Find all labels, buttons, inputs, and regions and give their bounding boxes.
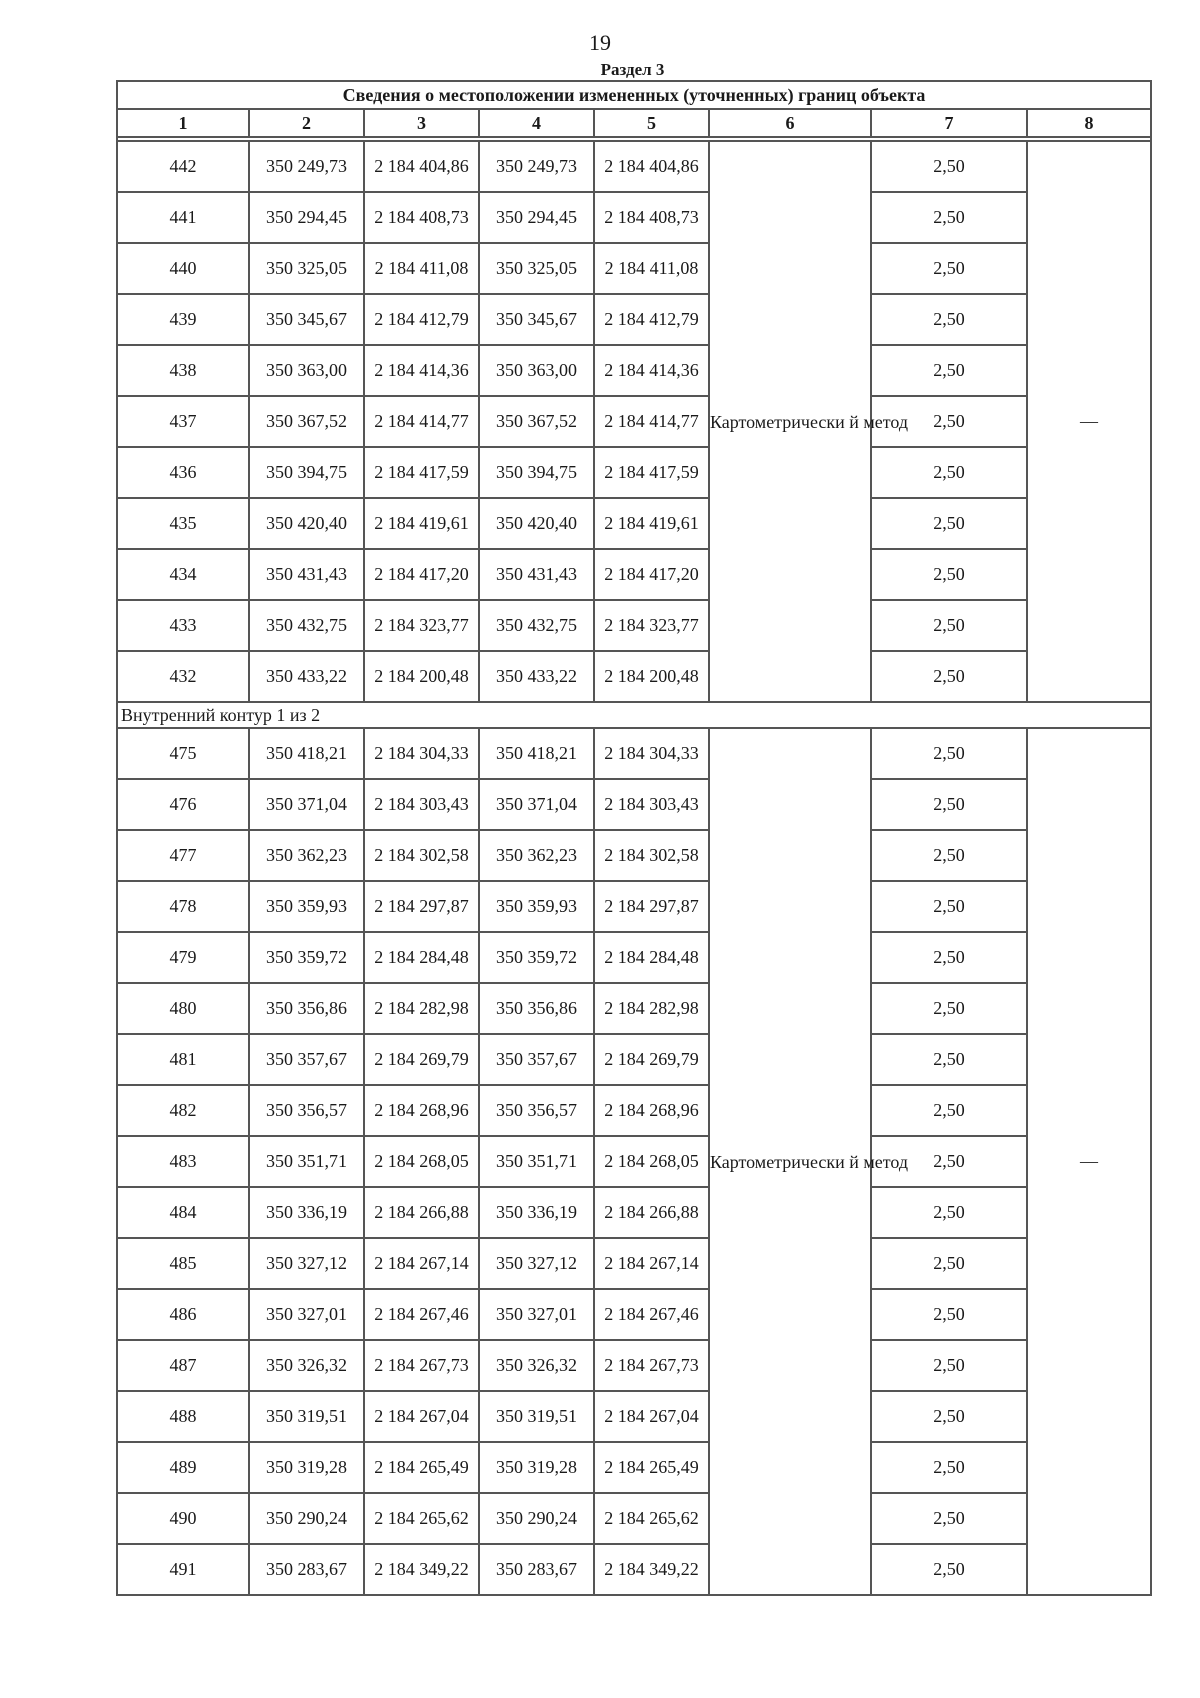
accuracy-value: 2,50 bbox=[871, 932, 1027, 983]
section-title: Раздел 3 bbox=[600, 60, 665, 79]
accuracy-value: 2,50 bbox=[871, 881, 1027, 932]
table-row bbox=[117, 192, 1151, 243]
accuracy-value: 2,50 bbox=[871, 779, 1027, 830]
x-existing: 350 345,67 bbox=[249, 294, 364, 345]
accuracy-value: 2,50 bbox=[871, 1289, 1027, 1340]
y-new: 2 184 282,98 bbox=[594, 983, 709, 1034]
x-new: 350 363,00 bbox=[479, 345, 594, 396]
accuracy-value: 2,50 bbox=[871, 294, 1027, 345]
accuracy-value: 2,50 bbox=[871, 447, 1027, 498]
x-new: 350 359,72 bbox=[479, 932, 594, 983]
point-number: 481 bbox=[117, 1034, 249, 1085]
point-number: 482 bbox=[117, 1085, 249, 1136]
method-cell: Картометрически й метод bbox=[709, 141, 871, 702]
point-number: 441 bbox=[117, 192, 249, 243]
point-number: 433 bbox=[117, 600, 249, 651]
x-new: 350 433,22 bbox=[479, 651, 594, 702]
y-existing: 2 184 414,36 bbox=[364, 345, 479, 396]
method-cell: Картометрически й метод bbox=[709, 728, 871, 1595]
column-number: 7 bbox=[871, 109, 1027, 137]
x-new: 350 325,05 bbox=[479, 243, 594, 294]
x-existing: 350 326,32 bbox=[249, 1340, 364, 1391]
accuracy-value: 2,50 bbox=[871, 1544, 1027, 1595]
y-existing: 2 184 267,14 bbox=[364, 1238, 479, 1289]
y-existing: 2 184 268,96 bbox=[364, 1085, 479, 1136]
table-caption: Сведения о местоположении измененных (уточненных) границ объекта bbox=[117, 81, 1151, 109]
y-new: 2 184 414,77 bbox=[594, 396, 709, 447]
y-new: 2 184 267,04 bbox=[594, 1391, 709, 1442]
table-row bbox=[117, 243, 1151, 294]
x-existing: 350 327,01 bbox=[249, 1289, 364, 1340]
y-new: 2 184 303,43 bbox=[594, 779, 709, 830]
y-new: 2 184 323,77 bbox=[594, 600, 709, 651]
x-existing: 350 432,75 bbox=[249, 600, 364, 651]
x-new: 350 336,19 bbox=[479, 1187, 594, 1238]
accuracy-value: 2,50 bbox=[871, 830, 1027, 881]
x-existing: 350 290,24 bbox=[249, 1493, 364, 1544]
point-number: 440 bbox=[117, 243, 249, 294]
col8-dash: — bbox=[1027, 141, 1151, 702]
x-existing: 350 433,22 bbox=[249, 651, 364, 702]
point-number: 491 bbox=[117, 1544, 249, 1595]
y-existing: 2 184 297,87 bbox=[364, 881, 479, 932]
point-number: 479 bbox=[117, 932, 249, 983]
table-row bbox=[117, 1187, 1151, 1238]
x-new: 350 319,28 bbox=[479, 1442, 594, 1493]
point-number: 485 bbox=[117, 1238, 249, 1289]
y-existing: 2 184 349,22 bbox=[364, 1544, 479, 1595]
accuracy-value: 2,50 bbox=[871, 600, 1027, 651]
accuracy-value: 2,50 bbox=[871, 192, 1027, 243]
x-existing: 350 327,12 bbox=[249, 1238, 364, 1289]
point-number: 478 bbox=[117, 881, 249, 932]
y-new: 2 184 200,48 bbox=[594, 651, 709, 702]
x-new: 350 319,51 bbox=[479, 1391, 594, 1442]
x-existing: 350 336,19 bbox=[249, 1187, 364, 1238]
x-new: 350 290,24 bbox=[479, 1493, 594, 1544]
column-number: 3 bbox=[364, 109, 479, 137]
contour-label: Внутренний контур 1 из 2 bbox=[117, 702, 1151, 728]
y-new: 2 184 268,96 bbox=[594, 1085, 709, 1136]
table-row bbox=[117, 932, 1151, 983]
y-new: 2 184 284,48 bbox=[594, 932, 709, 983]
point-number: 475 bbox=[117, 728, 249, 779]
x-existing: 350 351,71 bbox=[249, 1136, 364, 1187]
point-number: 437 bbox=[117, 396, 249, 447]
point-number: 488 bbox=[117, 1391, 249, 1442]
y-existing: 2 184 282,98 bbox=[364, 983, 479, 1034]
accuracy-value: 2,50 bbox=[871, 396, 1027, 447]
y-existing: 2 184 265,49 bbox=[364, 1442, 479, 1493]
x-existing: 350 359,93 bbox=[249, 881, 364, 932]
table-row bbox=[117, 1238, 1151, 1289]
page-number: 19 bbox=[589, 30, 611, 55]
y-new: 2 184 411,08 bbox=[594, 243, 709, 294]
y-existing: 2 184 412,79 bbox=[364, 294, 479, 345]
x-existing: 350 367,52 bbox=[249, 396, 364, 447]
table-row bbox=[117, 830, 1151, 881]
y-existing: 2 184 404,86 bbox=[364, 141, 479, 192]
point-number: 432 bbox=[117, 651, 249, 702]
x-new: 350 362,23 bbox=[479, 830, 594, 881]
point-number: 476 bbox=[117, 779, 249, 830]
table-row bbox=[117, 447, 1151, 498]
point-number: 483 bbox=[117, 1136, 249, 1187]
accuracy-value: 2,50 bbox=[871, 1136, 1027, 1187]
y-new: 2 184 404,86 bbox=[594, 141, 709, 192]
x-new: 350 432,75 bbox=[479, 600, 594, 651]
y-existing: 2 184 267,04 bbox=[364, 1391, 479, 1442]
x-new: 350 249,73 bbox=[479, 141, 594, 192]
y-existing: 2 184 268,05 bbox=[364, 1136, 479, 1187]
column-number-row bbox=[117, 109, 1151, 137]
table-row bbox=[117, 1442, 1151, 1493]
column-number: 5 bbox=[594, 109, 709, 137]
accuracy-value: 2,50 bbox=[871, 728, 1027, 779]
x-new: 350 327,12 bbox=[479, 1238, 594, 1289]
table-row bbox=[117, 1340, 1151, 1391]
x-new: 350 283,67 bbox=[479, 1544, 594, 1595]
y-new: 2 184 414,36 bbox=[594, 345, 709, 396]
point-number: 480 bbox=[117, 983, 249, 1034]
column-number: 8 bbox=[1027, 109, 1151, 137]
x-existing: 350 362,23 bbox=[249, 830, 364, 881]
y-existing: 2 184 417,20 bbox=[364, 549, 479, 600]
point-number: 489 bbox=[117, 1442, 249, 1493]
x-new: 350 367,52 bbox=[479, 396, 594, 447]
table-row bbox=[117, 1544, 1151, 1595]
table-row bbox=[117, 498, 1151, 549]
y-new: 2 184 265,62 bbox=[594, 1493, 709, 1544]
y-new: 2 184 269,79 bbox=[594, 1034, 709, 1085]
table-row bbox=[117, 1085, 1151, 1136]
x-new: 350 357,67 bbox=[479, 1034, 594, 1085]
table-row bbox=[117, 1034, 1151, 1085]
x-existing: 350 283,67 bbox=[249, 1544, 364, 1595]
accuracy-value: 2,50 bbox=[871, 983, 1027, 1034]
table-row bbox=[117, 779, 1151, 830]
x-new: 350 351,71 bbox=[479, 1136, 594, 1187]
accuracy-value: 2,50 bbox=[871, 1442, 1027, 1493]
y-existing: 2 184 411,08 bbox=[364, 243, 479, 294]
y-new: 2 184 349,22 bbox=[594, 1544, 709, 1595]
accuracy-value: 2,50 bbox=[871, 1340, 1027, 1391]
table-row bbox=[117, 600, 1151, 651]
y-new: 2 184 267,14 bbox=[594, 1238, 709, 1289]
y-new: 2 184 302,58 bbox=[594, 830, 709, 881]
accuracy-value: 2,50 bbox=[871, 1391, 1027, 1442]
y-existing: 2 184 284,48 bbox=[364, 932, 479, 983]
x-existing: 350 294,45 bbox=[249, 192, 364, 243]
y-new: 2 184 265,49 bbox=[594, 1442, 709, 1493]
x-new: 350 431,43 bbox=[479, 549, 594, 600]
point-number: 436 bbox=[117, 447, 249, 498]
x-new: 350 371,04 bbox=[479, 779, 594, 830]
point-number: 438 bbox=[117, 345, 249, 396]
point-number: 477 bbox=[117, 830, 249, 881]
x-existing: 350 363,00 bbox=[249, 345, 364, 396]
accuracy-value: 2,50 bbox=[871, 498, 1027, 549]
table-row bbox=[117, 549, 1151, 600]
accuracy-value: 2,50 bbox=[871, 1238, 1027, 1289]
x-new: 350 294,45 bbox=[479, 192, 594, 243]
table-row bbox=[117, 1136, 1151, 1187]
accuracy-value: 2,50 bbox=[871, 243, 1027, 294]
x-new: 350 418,21 bbox=[479, 728, 594, 779]
table-row bbox=[117, 881, 1151, 932]
x-existing: 350 357,67 bbox=[249, 1034, 364, 1085]
y-new: 2 184 408,73 bbox=[594, 192, 709, 243]
x-existing: 350 431,43 bbox=[249, 549, 364, 600]
y-new: 2 184 304,33 bbox=[594, 728, 709, 779]
accuracy-value: 2,50 bbox=[871, 1085, 1027, 1136]
accuracy-value: 2,50 bbox=[871, 141, 1027, 192]
point-number: 434 bbox=[117, 549, 249, 600]
accuracy-value: 2,50 bbox=[871, 1034, 1027, 1085]
x-existing: 350 371,04 bbox=[249, 779, 364, 830]
table-row bbox=[117, 345, 1151, 396]
x-new: 350 345,67 bbox=[479, 294, 594, 345]
y-existing: 2 184 302,58 bbox=[364, 830, 479, 881]
column-number: 1 bbox=[117, 109, 249, 137]
x-existing: 350 418,21 bbox=[249, 728, 364, 779]
y-existing: 2 184 323,77 bbox=[364, 600, 479, 651]
y-existing: 2 184 414,77 bbox=[364, 396, 479, 447]
point-number: 486 bbox=[117, 1289, 249, 1340]
accuracy-value: 2,50 bbox=[871, 1187, 1027, 1238]
y-existing: 2 184 265,62 bbox=[364, 1493, 479, 1544]
accuracy-value: 2,50 bbox=[871, 345, 1027, 396]
table-row bbox=[117, 651, 1151, 702]
point-number: 484 bbox=[117, 1187, 249, 1238]
x-existing: 350 319,28 bbox=[249, 1442, 364, 1493]
y-existing: 2 184 303,43 bbox=[364, 779, 479, 830]
y-existing: 2 184 267,46 bbox=[364, 1289, 479, 1340]
table-row bbox=[117, 396, 1151, 447]
point-number: 487 bbox=[117, 1340, 249, 1391]
x-existing: 350 319,51 bbox=[249, 1391, 364, 1442]
x-existing: 350 356,57 bbox=[249, 1085, 364, 1136]
x-existing: 350 249,73 bbox=[249, 141, 364, 192]
y-new: 2 184 412,79 bbox=[594, 294, 709, 345]
x-existing: 350 359,72 bbox=[249, 932, 364, 983]
y-new: 2 184 417,59 bbox=[594, 447, 709, 498]
y-new: 2 184 267,73 bbox=[594, 1340, 709, 1391]
y-existing: 2 184 417,59 bbox=[364, 447, 479, 498]
y-existing: 2 184 200,48 bbox=[364, 651, 479, 702]
x-new: 350 394,75 bbox=[479, 447, 594, 498]
y-new: 2 184 268,05 bbox=[594, 1136, 709, 1187]
y-new: 2 184 297,87 bbox=[594, 881, 709, 932]
table-row bbox=[117, 983, 1151, 1034]
accuracy-value: 2,50 bbox=[871, 651, 1027, 702]
x-new: 350 326,32 bbox=[479, 1340, 594, 1391]
y-new: 2 184 267,46 bbox=[594, 1289, 709, 1340]
x-new: 350 359,93 bbox=[479, 881, 594, 932]
col8-dash: — bbox=[1027, 728, 1151, 1595]
column-number: 6 bbox=[709, 109, 871, 137]
x-new: 350 327,01 bbox=[479, 1289, 594, 1340]
accuracy-value: 2,50 bbox=[871, 1493, 1027, 1544]
x-new: 350 420,40 bbox=[479, 498, 594, 549]
y-existing: 2 184 266,88 bbox=[364, 1187, 479, 1238]
y-new: 2 184 266,88 bbox=[594, 1187, 709, 1238]
boundary-coordinates-table bbox=[116, 80, 1152, 1596]
point-number: 490 bbox=[117, 1493, 249, 1544]
point-number: 442 bbox=[117, 141, 249, 192]
y-new: 2 184 417,20 bbox=[594, 549, 709, 600]
table-row bbox=[117, 1391, 1151, 1442]
table-row bbox=[117, 1493, 1151, 1544]
y-existing: 2 184 269,79 bbox=[364, 1034, 479, 1085]
y-existing: 2 184 408,73 bbox=[364, 192, 479, 243]
x-existing: 350 394,75 bbox=[249, 447, 364, 498]
point-number: 435 bbox=[117, 498, 249, 549]
table-row bbox=[117, 141, 1151, 192]
column-number: 4 bbox=[479, 109, 594, 137]
x-new: 350 356,57 bbox=[479, 1085, 594, 1136]
table-row bbox=[117, 728, 1151, 779]
x-existing: 350 420,40 bbox=[249, 498, 364, 549]
accuracy-value: 2,50 bbox=[871, 549, 1027, 600]
contour-label-row bbox=[117, 702, 1151, 728]
y-new: 2 184 419,61 bbox=[594, 498, 709, 549]
table-row bbox=[117, 1289, 1151, 1340]
point-number: 439 bbox=[117, 294, 249, 345]
y-existing: 2 184 304,33 bbox=[364, 728, 479, 779]
column-number: 2 bbox=[249, 109, 364, 137]
y-existing: 2 184 419,61 bbox=[364, 498, 479, 549]
table-row bbox=[117, 294, 1151, 345]
x-new: 350 356,86 bbox=[479, 983, 594, 1034]
x-existing: 350 356,86 bbox=[249, 983, 364, 1034]
x-existing: 350 325,05 bbox=[249, 243, 364, 294]
y-existing: 2 184 267,73 bbox=[364, 1340, 479, 1391]
